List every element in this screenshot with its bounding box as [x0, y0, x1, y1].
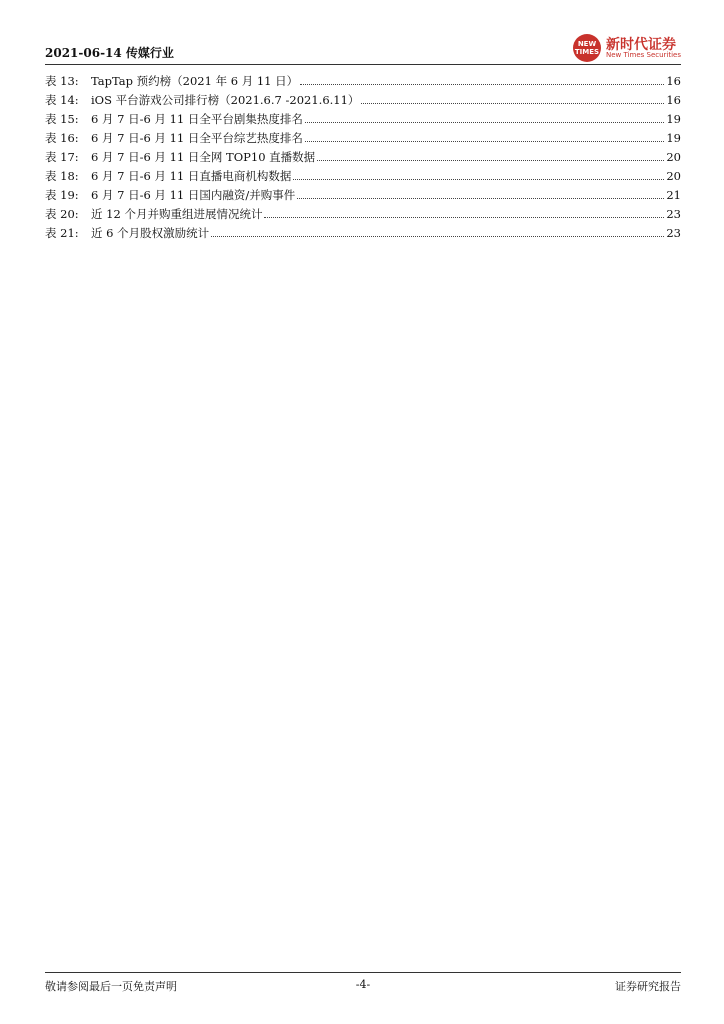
toc-page[interactable]: 23: [666, 226, 681, 240]
page-footer: [45, 978, 681, 994]
toc-title[interactable]: 6 月 7 日-6 月 11 日全平台综艺热度排名: [91, 131, 303, 145]
toc-title[interactable]: iOS 平台游戏公司排行榜（2021.6.7 -2021.6.11）: [91, 93, 360, 107]
toc-label: 表 16:: [45, 131, 79, 145]
header-divider: [45, 64, 681, 65]
toc-leader-dots: [293, 179, 664, 180]
toc-label: 表 21:: [45, 226, 79, 240]
toc-leader-dots: [305, 141, 664, 142]
toc-title[interactable]: 6 月 7 日-6 月 11 日全网 TOP10 直播数据: [91, 150, 316, 164]
toc-page[interactable]: 16: [666, 93, 681, 107]
toc-page[interactable]: 20: [666, 169, 681, 183]
report-date-industry: 2021-06-14 传媒行业: [45, 46, 174, 60]
toc-row[interactable]: [45, 126, 681, 145]
report-type: 证券研究报告: [615, 980, 681, 993]
toc-page[interactable]: 20: [666, 150, 681, 164]
toc-row[interactable]: [45, 145, 681, 164]
toc-leader-dots: [361, 103, 664, 104]
toc-leader-dots: [305, 122, 664, 123]
company-logo: [573, 34, 681, 62]
toc-label: 表 17:: [45, 150, 79, 164]
toc-label: 表 18:: [45, 169, 79, 183]
page-header: [45, 34, 681, 62]
toc-label: 表 20:: [45, 207, 79, 221]
toc-row[interactable]: [45, 221, 681, 240]
logo-english-name: New Times Securities: [606, 51, 681, 59]
toc-page[interactable]: 21: [666, 188, 681, 202]
disclaimer-note: 敬请参阅最后一页免责声明: [45, 980, 177, 993]
toc-title[interactable]: 6 月 7 日-6 月 11 日直播电商机构数据: [91, 169, 292, 183]
logo-chinese-name: 新时代证券: [606, 37, 676, 53]
toc-page[interactable]: 23: [666, 207, 681, 221]
page-number: -4-: [355, 978, 371, 991]
toc-title[interactable]: 近 12 个月并购重组进展情况统计: [91, 207, 263, 221]
toc-title[interactable]: 6 月 7 日-6 月 11 日国内融资/并购事件: [91, 188, 296, 202]
toc-row[interactable]: [45, 69, 681, 88]
toc-title[interactable]: 近 6 个月股权激励统计: [91, 226, 210, 240]
toc-row[interactable]: [45, 107, 681, 126]
toc-row[interactable]: [45, 88, 681, 107]
toc-title[interactable]: 6 月 7 日-6 月 11 日全平台剧集热度排名: [91, 112, 303, 126]
toc-title[interactable]: TapTap 预约榜（2021 年 6 月 11 日）: [91, 74, 299, 88]
footer-divider: [45, 972, 681, 973]
table-of-contents: [45, 69, 681, 240]
toc-label: 表 14:: [45, 93, 79, 107]
toc-page[interactable]: 19: [666, 131, 681, 145]
logo-badge-icon: NEW TIMES: [573, 34, 601, 62]
toc-page[interactable]: 16: [666, 74, 681, 88]
toc-row[interactable]: [45, 202, 681, 221]
toc-leader-dots: [317, 160, 664, 161]
toc-leader-dots: [211, 236, 664, 237]
toc-leader-dots: [300, 84, 664, 85]
toc-row[interactable]: [45, 164, 681, 183]
toc-label: 表 15:: [45, 112, 79, 126]
toc-leader-dots: [297, 198, 664, 199]
toc-page[interactable]: 19: [666, 112, 681, 126]
toc-label: 表 13:: [45, 74, 79, 88]
toc-label: 表 19:: [45, 188, 79, 202]
toc-row[interactable]: [45, 183, 681, 202]
toc-leader-dots: [264, 217, 664, 218]
